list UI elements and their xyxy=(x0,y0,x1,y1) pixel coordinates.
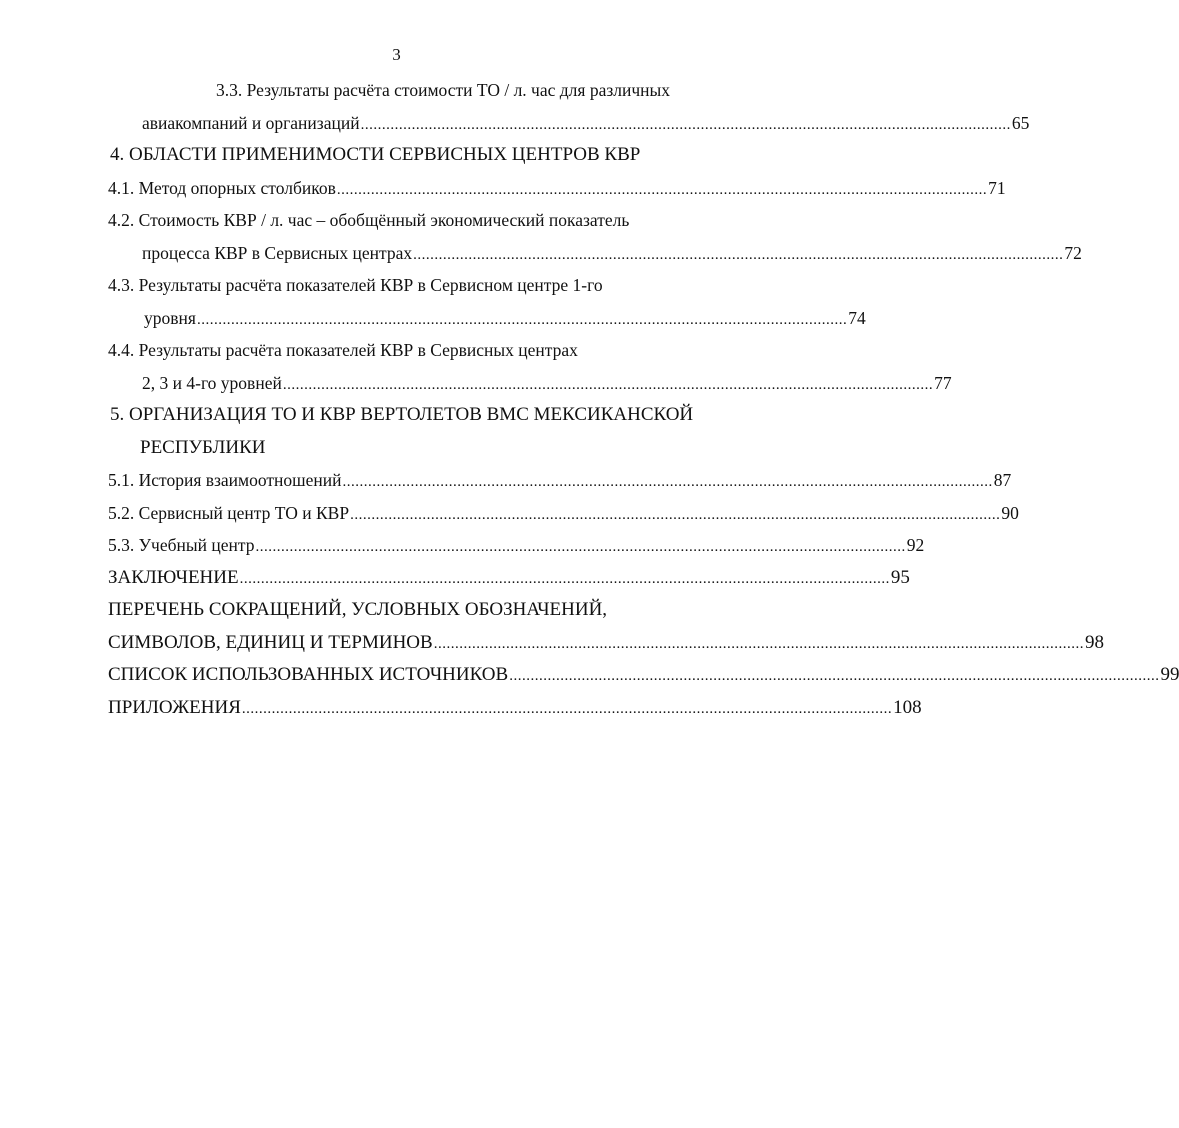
toc-page-number: 99 xyxy=(1160,664,1179,685)
dot-leader: ......................................................................................................................................................... xyxy=(433,635,1084,652)
dot-leader: ......................................................................................................................................................... xyxy=(241,700,893,717)
toc-chapter-5-line-2[interactable] xyxy=(0,432,793,465)
dot-leader: ......................................................................................................................................................... xyxy=(196,311,848,328)
dot-leader: ......................................................................................................................................................... xyxy=(255,539,906,555)
toc-entry-5-2[interactable] xyxy=(0,497,1019,530)
toc-entry-text: 5.1. История взаимоотношений xyxy=(108,470,342,490)
dot-leader: ......................................................................................................................................................... xyxy=(239,570,890,587)
toc-entry-3-3-line-1 xyxy=(108,74,901,107)
toc-page-number: 92 xyxy=(906,535,925,555)
toc-entry-5-3[interactable] xyxy=(0,529,925,562)
toc-entry-text: 3.3. Результаты расчёта стоимости ТО / л. час для различных xyxy=(216,80,671,100)
toc-entry-text: 4.4. Результаты расчёта показателей КВР в Сервисных центрах xyxy=(108,340,578,360)
toc-page-number: 90 xyxy=(1001,502,1019,523)
toc-entry-text: 4.2. Стоимость КВР / л. час – обобщённый экономический показатель xyxy=(108,210,630,230)
dot-leader: ......................................................................................................................................................... xyxy=(282,376,934,393)
page-number: 3 xyxy=(392,45,401,64)
toc-page-number: 87 xyxy=(993,470,1012,490)
dot-leader: ......................................................................................................................................................... xyxy=(342,474,993,490)
toc-entry-conclusion[interactable] xyxy=(0,562,910,595)
toc-entry-text: процесса КВР в Сервисных центрах xyxy=(142,242,413,263)
toc-entry-abbreviations-line-1[interactable] xyxy=(0,594,793,627)
dot-leader: ......................................................................................................................................................... xyxy=(336,181,988,198)
dot-leader: ......................................................................................................................................................... xyxy=(413,246,1064,263)
toc-entry-3-3-line-2[interactable] xyxy=(0,107,1030,140)
toc-entry-4-2-line-1 xyxy=(0,204,793,237)
table-of-contents xyxy=(0,74,1179,724)
toc-entry-4-4-line-1 xyxy=(0,334,793,367)
toc-entry-text: 5.2. Сервисный центр ТО и КВР xyxy=(108,502,350,523)
toc-entry-text: 4.1. Метод опорных столбиков xyxy=(108,177,336,198)
toc-page-number: 65 xyxy=(1011,112,1030,133)
toc-entry-text: 2, 3 и 4-го уровней xyxy=(142,372,282,393)
dot-leader: ......................................................................................................................................................... xyxy=(350,506,1001,523)
toc-entry-text: ЗАКЛЮЧЕНИЕ xyxy=(108,566,239,588)
toc-page-number: 95 xyxy=(890,566,910,588)
toc-page-number: 98 xyxy=(1084,631,1104,653)
toc-chapter-title: РЕСПУБЛИКИ xyxy=(140,436,266,458)
toc-entry-text: СПИСОК ИСПОЛЬЗОВАННЫХ ИСТОЧНИКОВ xyxy=(108,664,509,685)
toc-entry-4-1[interactable] xyxy=(0,172,1006,205)
toc-entry-appendices[interactable] xyxy=(0,692,922,725)
toc-entry-text: уровня xyxy=(144,307,196,328)
toc-page-number: 71 xyxy=(988,177,1006,198)
toc-entry-text: СИМВОЛОВ, ЕДИНИЦ И ТЕРМИНОВ xyxy=(108,631,433,653)
toc-chapter-5-line-1[interactable] xyxy=(0,399,793,432)
toc-entry-4-3-line-1 xyxy=(0,269,793,302)
dot-leader: ......................................................................................................................................................... xyxy=(509,668,1160,684)
toc-entry-text: ПРИЛОЖЕНИЯ xyxy=(108,696,241,718)
toc-entry-text: авиакомпаний и организаций xyxy=(142,112,360,133)
toc-chapter-4[interactable] xyxy=(0,139,793,172)
toc-entry-text: ПЕРЕЧЕНЬ СОКРАЩЕНИЙ, УСЛОВНЫХ ОБОЗНАЧЕНИЙ, xyxy=(108,599,608,620)
toc-page-number: 108 xyxy=(893,696,922,718)
toc-chapter-title: 5. ОРГАНИЗАЦИЯ ТО И КВР ВЕРТОЛЕТОВ ВМС МЕКСИКАНСКОЙ xyxy=(110,404,694,425)
toc-entry-4-2-line-2[interactable] xyxy=(0,237,1082,270)
toc-entry-abbreviations-line-2[interactable] xyxy=(0,627,1104,660)
toc-page-number: 72 xyxy=(1064,242,1082,263)
toc-page-number: 74 xyxy=(848,307,866,328)
toc-entry-text: 5.3. Учебный центр xyxy=(108,535,255,555)
toc-entry-4-3-line-2[interactable] xyxy=(0,302,866,335)
toc-page-number: 77 xyxy=(934,372,952,393)
toc-entry-sources[interactable] xyxy=(0,659,1179,692)
toc-chapter-title: 4. ОБЛАСТИ ПРИМЕНИМОСТИ СЕРВИСНЫХ ЦЕНТРОВ КВР xyxy=(110,144,641,165)
toc-entry-4-4-line-2[interactable] xyxy=(0,367,952,400)
dot-leader: ......................................................................................................................................................... xyxy=(360,116,1011,133)
toc-entry-text: 4.3. Результаты расчёта показателей КВР в Сервисном центре 1-го xyxy=(108,275,603,295)
toc-entry-5-1[interactable] xyxy=(0,464,1012,497)
